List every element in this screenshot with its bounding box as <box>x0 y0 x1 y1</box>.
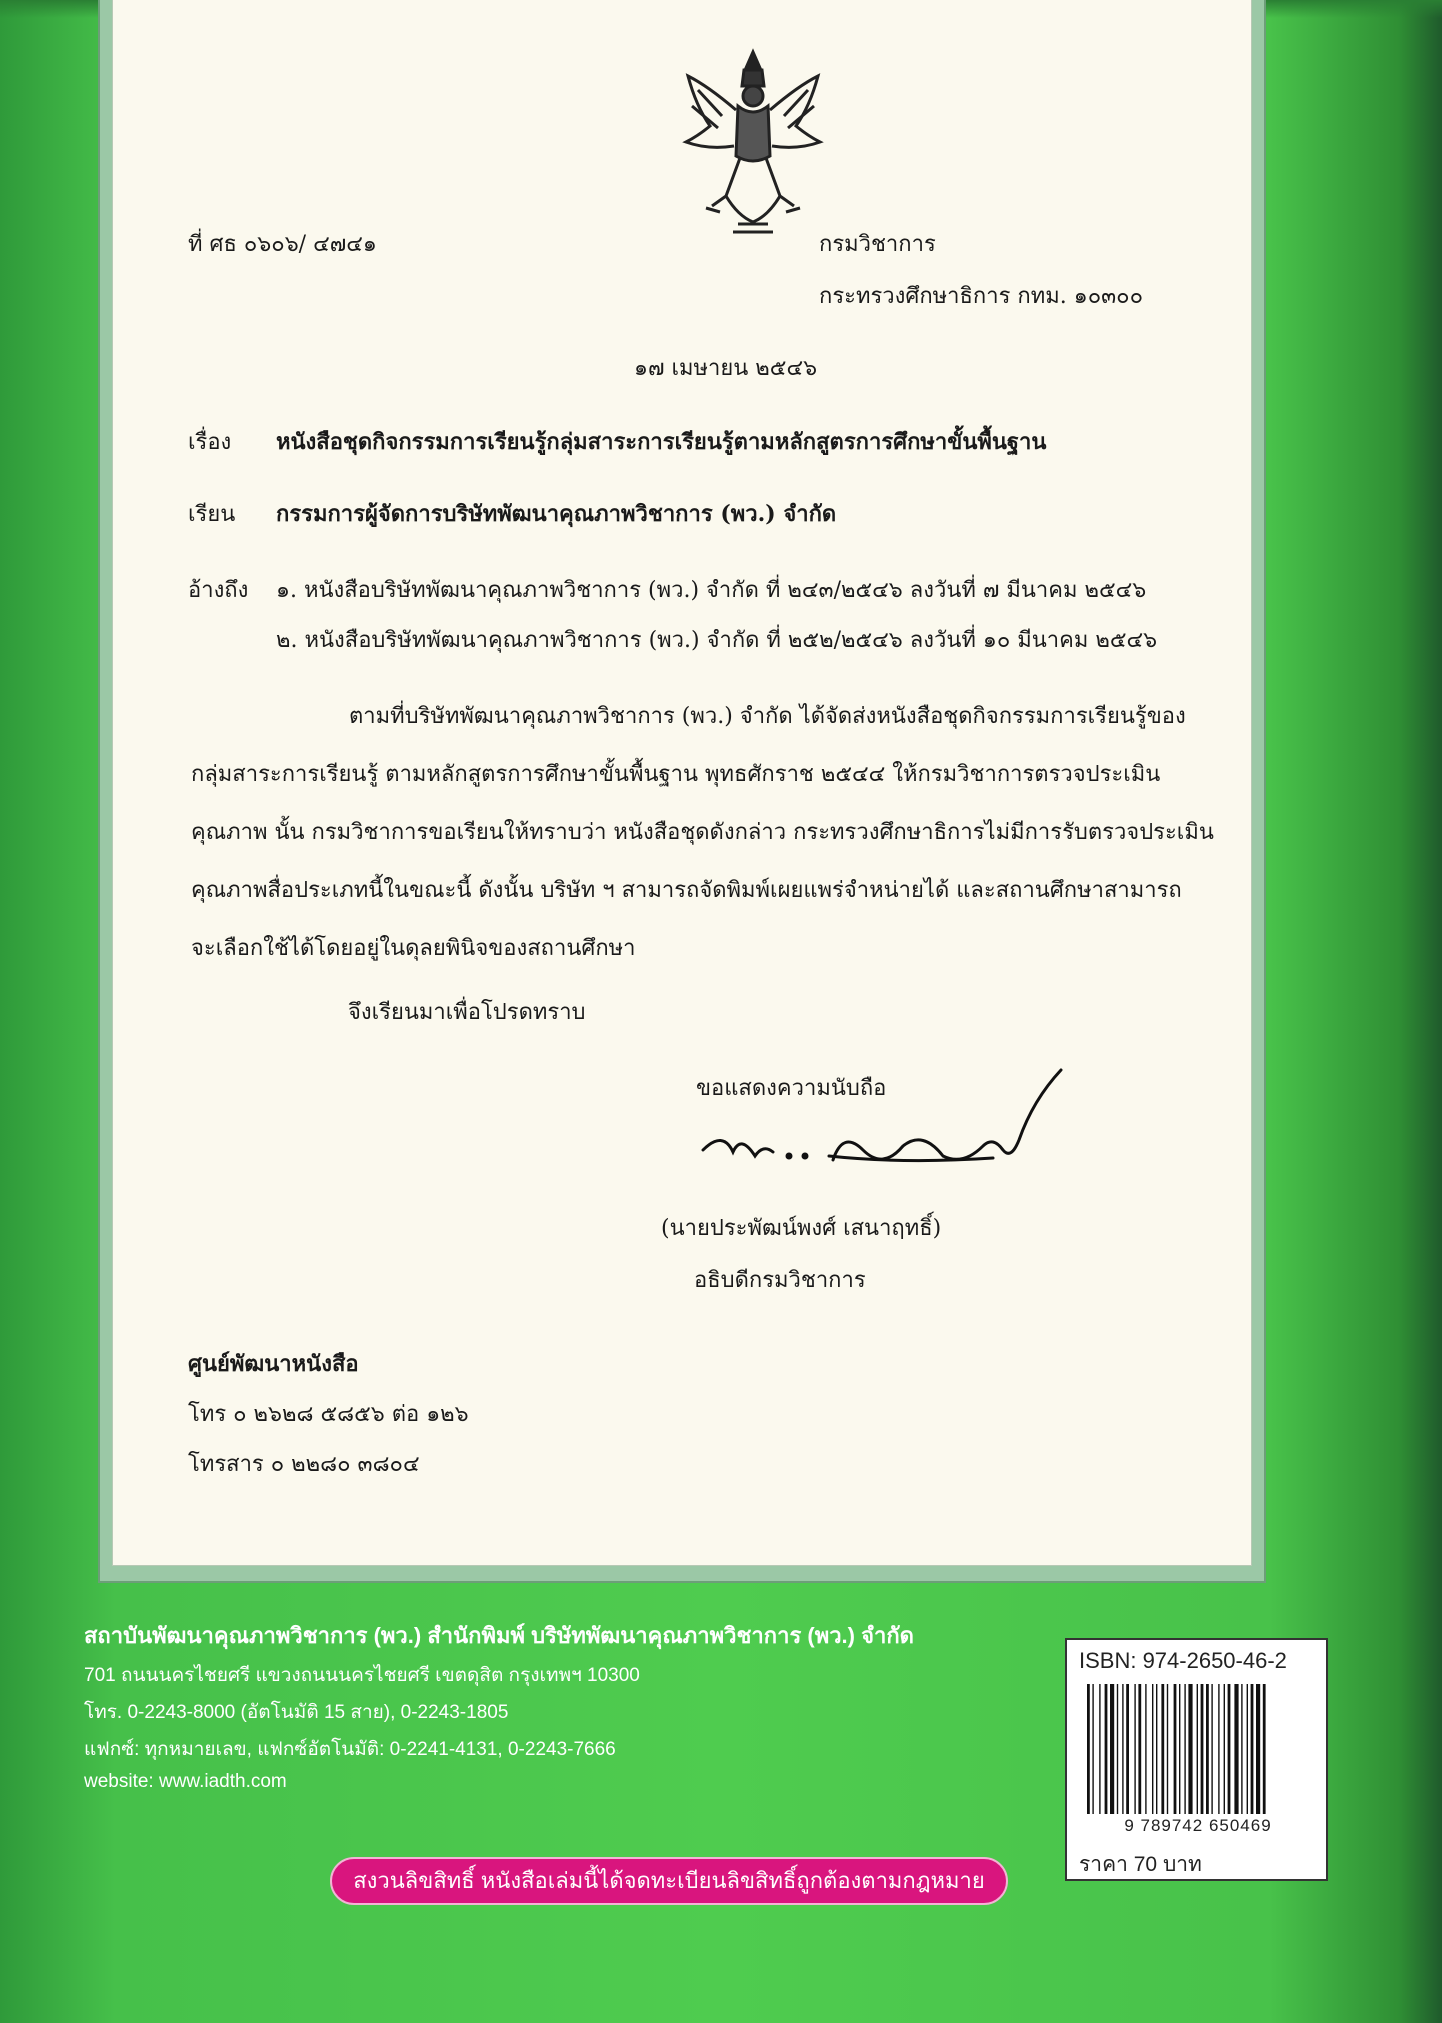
subject-label: เรื่อง <box>188 430 232 455</box>
garuda-emblem-icon <box>678 46 828 236</box>
signature <box>693 1060 1133 1200</box>
publisher-address: 701 ถนนนครไชยศรี แขวงถนนนครไชยศรี เขตดุสิต กรุงเทพฯ 10300 <box>84 1665 640 1686</box>
barcode-icon <box>1085 1684 1311 1814</box>
body-line: คุณภาพสื่อประเภทนี้ในขณะนี้ ดังนั้น บริษัท ฯ สามารถจัดพิมพ์เผยแพร่จำหน่ายได้ และสถานศึกษาสามารถ <box>191 878 1182 903</box>
department-address: กระทรวงศึกษาธิการ กทม. ๑๐๓๐๐ <box>819 284 1144 309</box>
recipient-label: เรียน <box>188 502 236 527</box>
publisher-name: สถาบันพัฒนาคุณภาพวิชาการ (พว.) สำนักพิมพ์ บริษัทพัฒนาคุณภาพวิชาการ (พว.) จำกัด <box>84 1623 914 1648</box>
isbn-barcode-box <box>1065 1638 1328 1881</box>
copyright-notice: สงวนลิขสิทธิ์ หนังสือเล่มนี้ได้จดทะเบียนลิขสิทธิ์ถูกต้องตามกฎหมาย <box>330 1857 1008 1905</box>
department-name: กรมวิชาการ <box>819 232 936 257</box>
reference-item: ๒. หนังสือบริษัทพัฒนาคุณภาพวิชาการ (พว.) จำกัด ที่ ๒๕๒/๒๕๔๖ ลงวันที่ ๑๐ มีนาคม ๒๕๔๖ <box>276 628 1158 653</box>
publisher-fax: แฟกซ์: ทุกหมายเลข, แฟกซ์อัตโนมัติ: 0-2241-4131, 0-2243-7666 <box>84 1739 616 1760</box>
regards-text: ขอแสดงความนับถือ <box>696 1076 887 1101</box>
publisher-website: website: www.iadth.com <box>84 1771 287 1792</box>
reference-number: ที่ ศธ ๐๖๐๖/ ๔๗๔๑ <box>188 232 377 257</box>
contact-center-title: ศูนย์พัฒนาหนังสือ <box>188 1351 359 1377</box>
body-line: คุณภาพ นั้น กรมวิชาการขอเรียนให้ทราบว่า หนังสือชุดดังกล่าว กระทรวงศึกษาธิการไม่มีการรับตรวจประเมิน <box>191 820 1214 845</box>
reference-label: อ้างถึง <box>188 578 249 603</box>
publisher-phone: โทร. 0-2243-8000 (อัตโนมัติ 15 สาย), 0-2243-1805 <box>84 1702 509 1723</box>
letter-subject: หนังสือชุดกิจกรรมการเรียนรู้กลุ่มสาระการเรียนรู้ตามหลักสูตรการศึกษาขั้นพื้นฐาน <box>276 429 1047 455</box>
barcode-number: 9 789742 650469 <box>1124 1816 1272 1835</box>
closing-text: จึงเรียนมาเพื่อโปรดทราบ <box>348 1000 586 1025</box>
body-line: กลุ่มสาระการเรียนรู้ ตามหลักสูตรการศึกษาขั้นพื้นฐาน พุทธศักราช ๒๕๔๔ ให้กรมวิชาการตรวจประเมิน <box>191 762 1161 787</box>
price-label: ราคา 70 บาท <box>1079 1853 1202 1876</box>
contact-fax: โทรสาร ๐ ๒๒๘๐ ๓๘๐๔ <box>188 1452 420 1477</box>
isbn-label: ISBN: 974-2650-46-2 <box>1079 1648 1287 1673</box>
official-letter <box>112 0 1252 1566</box>
letter-date: ๑๗ เมษายน ๒๕๔๖ <box>634 356 818 381</box>
signer-name: (นายประพัฒน์พงศ์ เสนาฤทธิ์) <box>661 1216 942 1241</box>
body-line: ตามที่บริษัทพัฒนาคุณภาพวิชาการ (พว.) จำกัด ได้จัดส่งหนังสือชุดกิจกรรมการเรียนรู้ของ <box>349 704 1186 729</box>
reference-item: ๑. หนังสือบริษัทพัฒนาคุณภาพวิชาการ (พว.) จำกัด ที่ ๒๔๓/๒๕๔๖ ลงวันที่ ๗ มีนาคม ๒๕๔๖ <box>276 578 1147 603</box>
letter-body <box>191 688 1214 978</box>
contact-phone: โทร ๐ ๒๖๒๘ ๕๘๕๖ ต่อ ๑๒๖ <box>188 1402 469 1427</box>
body-line: จะเลือกใช้ได้โดยอยู่ในดุลยพินิจของสถานศึกษา <box>191 936 636 961</box>
signer-title: อธิบดีกรมวิชาการ <box>694 1268 866 1293</box>
letter-recipient: กรรมการผู้จัดการบริษัทพัฒนาคุณภาพวิชาการ (พว.) จำกัด <box>276 501 837 527</box>
